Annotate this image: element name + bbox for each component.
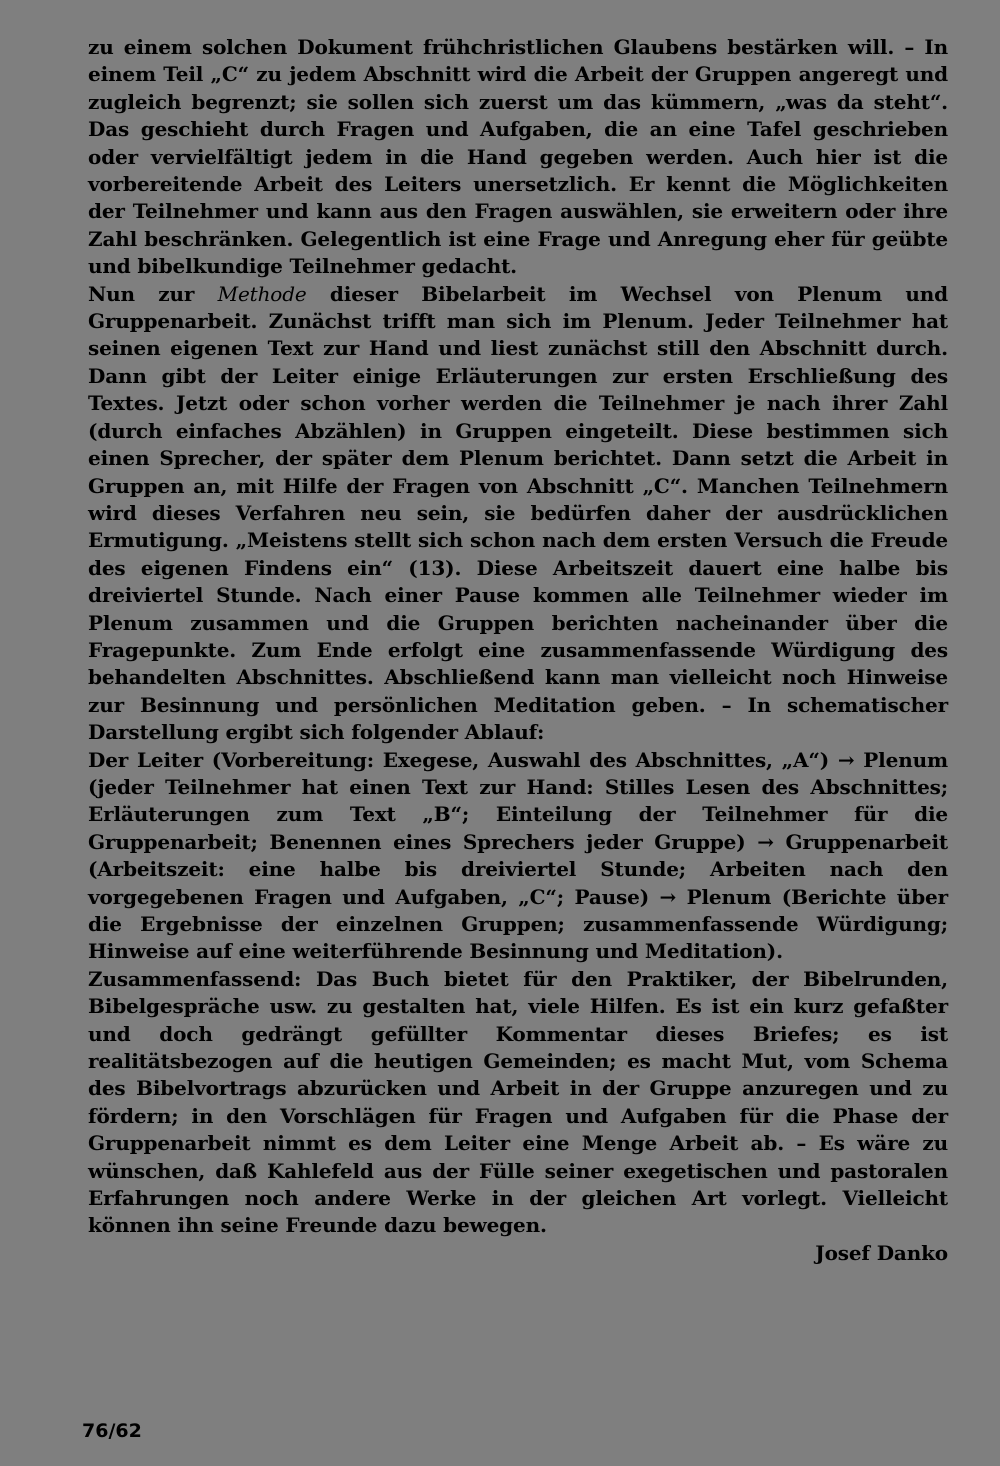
method-text: dieser Bibelarbeit im Wechsel von Plenum und Gruppenarbeit. Zunächst trifft man sich im Plenum. Jeder Teilnehmer hat seinen eigenen Text zur Hand und liest zunächst still den Abschnitt durch. Dann gibt der Leiter einige Erläuterungen zur ersten Erschließung des Textes. Jetzt oder schon vorher werden die Teilnehmer je nach ihrer Zahl (durch einfaches Abzählen) in Gruppen eingeteilt. Diese bestimmen sich einen Sprecher, der später dem Plenum berichtet. Dann setzt die Arbeit in Gruppen an, mit Hilfe der Fragen von Abschnitt „C“. Manchen Teilnehmern wird dieses Verfahren neu sein, sie bedürfen daher der ausdrücklichen Ermutigung. „Meistens stellt sich schon nach dem ersten Versuch die Freude des eigenen Findens ein“ (13). Diese Arbeitszeit dauert eine halbe bis dreiviertel Stunde. Nach einer Pause kommen alle Teilnehmer wieder im Plenum zusammen und die Gruppen berichten nacheinander über die Fragepunkte. Zum Ende erfolgt eine zusammenfassende Würdigung des behandelten Abschnittes. Abschließend kann man vielleicht noch Hinweise zur Besinnung und persönlichen Meditation geben. – In schematischer Darstellung ergibt sich folgender Ablauf: (88, 281, 948, 745)
author-signature: Josef Danko (815, 1240, 948, 1265)
article-body (88, 34, 948, 1267)
page-number: 76/62 (82, 1420, 142, 1442)
paragraph-method (88, 281, 948, 747)
paragraph-summary: Zusammenfassend: Das Buch bietet für den Praktiker, der Bibelrunden, Bibelgespräche usw. zu gestalten hat, viele Hilfen. Es ist ein kurz gefaßter und doch gedrängt gefüllter Kommentar dieses Briefes; es ist realitätsbezogen auf die heutigen Gemeinden; es macht Mut, vom Schema des Bibelvortrags abzurücken und Arbeit in der Gruppe anzuregen und zu fördern; in den Vorschlägen für Fragen und Aufgaben für die Phase der Gruppenarbeit nimmt es dem Leiter eine Menge Arbeit ab. – Es wäre zu wünschen, daß Kahlefeld aus der Fülle seiner exegetischen und pastoralen Erfahrungen noch andere Werke in der gleichen Art vorlegt. Vielleicht können ihn seine Freunde dazu bewegen. (88, 966, 948, 1238)
paragraph-schema: Der Leiter (Vorbereitung: Exegese, Auswahl des Abschnittes, „A“) → Plenum (jeder Teilnehmer hat einen Text zur Hand: Stilles Lesen des Abschnittes; Erläuterungen zum Text „B“; Einteilung der Teilnehmer für die Gruppenarbeit; Benennen eines Sprechers jeder Gruppe) → Gruppenarbeit (Arbeitszeit: eine halbe bis dreiviertel Stunde; Arbeiten nach den vorgegebenen Fragen und Aufgaben, „C“; Pause) → Plenum (Berichte über die Ergebnisse der einzelnen Gruppen; zusammenfassende Würdigung; Hinweise auf eine weiterführende Besinnung und Meditation). (88, 747, 948, 964)
method-emphasis: Methode (217, 281, 307, 306)
method-intro: Nun zur (88, 281, 218, 306)
paragraph-group-work: zu einem solchen Dokument frühchristlichen Glaubens bestärken will. – In einem Teil „C“ zu jedem Abschnitt wird die Arbeit der Gruppen angeregt und zugleich begrenzt; sie sollen sich zuerst um das kümmern, „was da steht“. Das geschieht durch Fragen und Aufgaben, die an eine Tafel geschrieben oder vervielfältigt jedem in die Hand gegeben werden. Auch hier ist die vorbereitende Arbeit des Leiters unersetzlich. Er kennt die Möglichkeiten der Teilnehmer und kann aus den Fragen auswählen, sie erweitern oder ihre Zahl beschränken. Gelegentlich ist eine Frage und Anregung eher für geübte und bibelkundige Teilnehmer gedacht. (88, 35, 948, 279)
